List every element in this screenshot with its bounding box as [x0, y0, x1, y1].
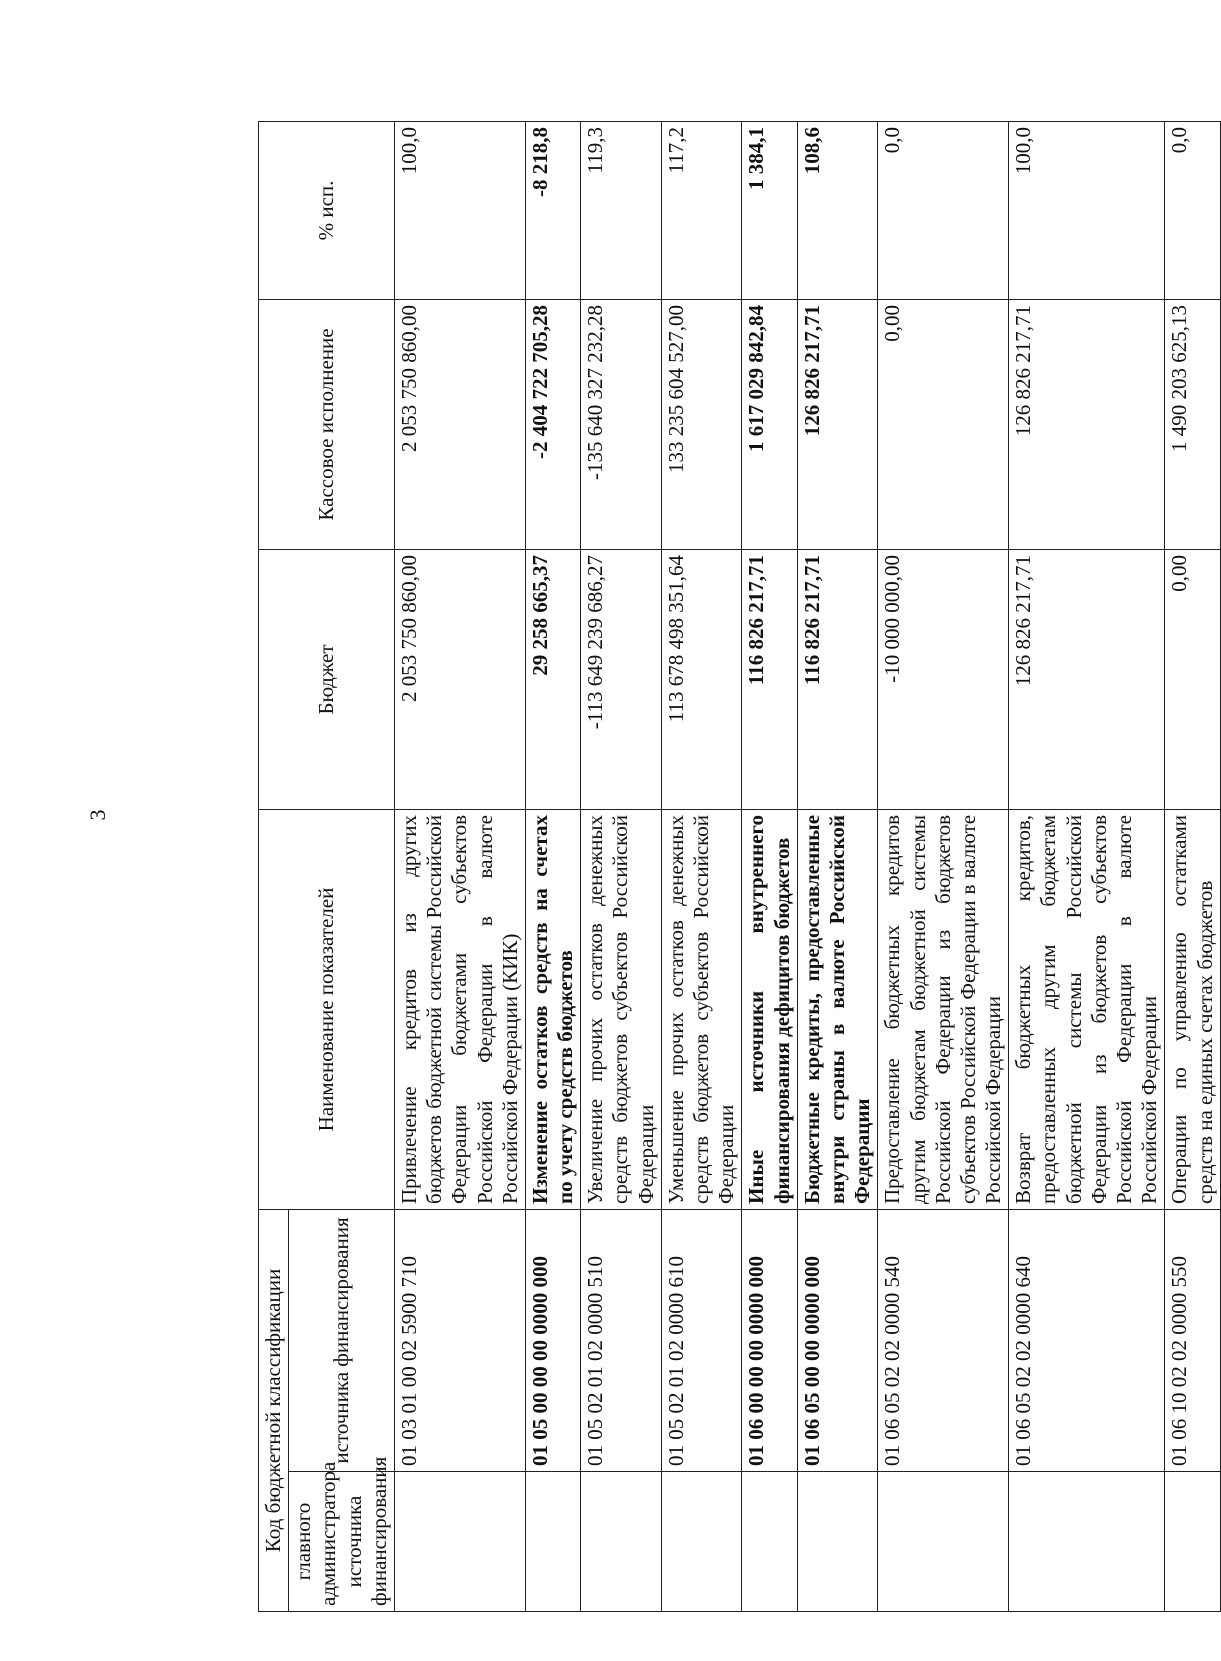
indicator-name-cell: Привлечение кредитов из других бюджетов бюджетной системы Российской Федерации бюджетами субъектов Российской Федерации в валюте Российской Федерации (КИК) [394, 809, 525, 1209]
source-code-cell: 01 06 10 02 02 0000 550 [1165, 1209, 1220, 1471]
indicator-name-cell: Иные источники внутреннего финансирования дефицитов бюджетов [742, 809, 797, 1209]
execution-cell: 133 235 604 527,00 [661, 299, 742, 549]
execution-cell: 0,00 [878, 299, 1009, 549]
header-cash-execution: Кассовое исполнение [259, 299, 395, 549]
sources-of-financing-table [258, 121, 1221, 1612]
source-code-cell: 01 05 02 01 02 0000 510 [581, 1209, 662, 1471]
indicator-name-cell: Увеличение прочих остатков денежных средств бюджетов субъектов Российской Федерации [581, 809, 662, 1209]
rotated-table-wrapper [258, 122, 1217, 1612]
execution-cell: 1 617 029 842,84 [742, 299, 797, 549]
percent-cell: 0,0 [878, 121, 1009, 299]
table-row [742, 121, 797, 1611]
indicator-name-cell: Уменьшение прочих остатков денежных средств бюджетов субъектов Российской Федерации [661, 809, 742, 1209]
budget-cell: 113 678 498 351,64 [661, 549, 742, 809]
source-code-cell: 01 05 02 01 02 0000 610 [661, 1209, 742, 1471]
admin-code-cell [661, 1472, 742, 1612]
budget-cell: 0,00 [1165, 549, 1220, 809]
source-code-cell: 01 06 00 00 00 0000 000 [742, 1209, 797, 1471]
percent-cell: 100,0 [1009, 121, 1165, 299]
indicator-name-cell: Бюджетные кредиты, предоставленные внутри страны в валюте Российской Федерации [797, 809, 878, 1209]
admin-code-cell [581, 1472, 662, 1612]
admin-code-cell [797, 1472, 878, 1612]
execution-cell: 1 490 203 625,13 [1165, 299, 1220, 549]
source-code-cell: 01 06 05 00 00 0000 000 [797, 1209, 878, 1471]
percent-cell: 119,3 [581, 121, 662, 299]
table-row [1165, 121, 1220, 1611]
percent-cell: 0,0 [1165, 121, 1220, 299]
source-code-cell: 01 05 00 00 00 0000 000 [525, 1209, 580, 1471]
execution-cell: 126 826 217,71 [1009, 299, 1165, 549]
budget-cell: 116 826 217,71 [797, 549, 878, 809]
source-code-cell: 01 06 05 02 02 0000 640 [1009, 1209, 1165, 1471]
budget-cell: 116 826 217,71 [742, 549, 797, 809]
admin-code-cell [878, 1472, 1009, 1612]
budget-cell: 2 053 750 860,00 [394, 549, 525, 809]
budget-cell: -113 649 239 686,27 [581, 549, 662, 809]
budget-cell: 126 826 217,71 [1009, 549, 1165, 809]
header-admin-code: главного администратора источника финансирования [289, 1472, 395, 1612]
table-row [1009, 121, 1165, 1611]
budget-cell: 29 258 665,37 [525, 549, 580, 809]
indicator-name-cell: Операции по управлению остатками средств на единых счетах бюджетов [1165, 809, 1220, 1209]
table-row [525, 121, 580, 1611]
source-code-cell: 01 06 05 02 02 0000 540 [878, 1209, 1009, 1471]
admin-code-cell [1165, 1472, 1220, 1612]
table-row [581, 121, 662, 1611]
percent-cell: 108,6 [797, 121, 878, 299]
execution-cell: 126 826 217,71 [797, 299, 878, 549]
indicator-name-cell: Возврат бюджетных кредитов, предоставленных другим бюджетам бюджетной системы Российской Федерации из бюджетов субъектов Российской Федерации в валюте Российской Федерации [1009, 809, 1165, 1209]
execution-cell: -2 404 722 705,28 [525, 299, 580, 549]
execution-cell: 2 053 750 860,00 [394, 299, 525, 549]
percent-cell: 1 384,1 [742, 121, 797, 299]
header-indicator-name: Наименование показателей [259, 809, 395, 1209]
indicator-name-cell: Предоставление бюджетных кредитов другим бюджетам бюджетной системы Российской Федерации из бюджетов субъектов Российской Федерации в валюте Российской Федерации [878, 809, 1009, 1209]
admin-code-cell [525, 1472, 580, 1612]
header-budget: Бюджет [259, 549, 395, 809]
table-row [394, 121, 525, 1611]
page-number: 3 [85, 809, 110, 821]
header-percent-executed: % исп. [259, 121, 395, 299]
table-row [797, 121, 878, 1611]
source-code-cell: 01 03 01 00 02 5900 710 [394, 1209, 525, 1471]
header-classification-code: Код бюджетной классификации [259, 1209, 289, 1611]
indicator-name-cell: Изменение остатков средств на счетах по учету средств бюджетов [525, 809, 580, 1209]
percent-cell: -8 218,8 [525, 121, 580, 299]
header-source-code: источника финансирования [289, 1209, 395, 1471]
admin-code-cell [394, 1472, 525, 1612]
percent-cell: 117,2 [661, 121, 742, 299]
table-row [878, 121, 1009, 1611]
percent-cell: 100,0 [394, 121, 525, 299]
admin-code-cell [1009, 1472, 1165, 1612]
admin-code-cell [742, 1472, 797, 1612]
budget-cell: -10 000 000,00 [878, 549, 1009, 809]
table-row [661, 121, 742, 1611]
execution-cell: -135 640 327 232,28 [581, 299, 662, 549]
